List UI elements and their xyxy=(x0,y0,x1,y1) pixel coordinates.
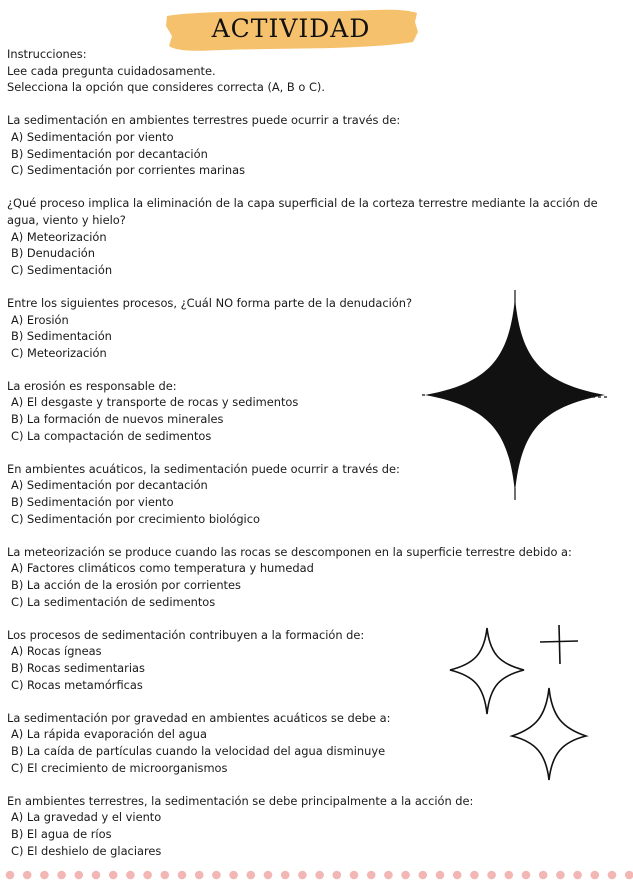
border-dot xyxy=(298,871,307,880)
question-text: Entre los siguientes procesos, ¿Cuál NO forma parte de la denudación? xyxy=(7,295,412,310)
option-c[interactable]: C) Sedimentación por corrientes marinas xyxy=(11,163,246,178)
border-dot xyxy=(247,871,256,880)
border-dot xyxy=(436,871,445,880)
border-dot xyxy=(92,871,101,880)
instructions-block xyxy=(7,46,607,96)
option-c[interactable]: C) El crecimiento de microorganismos xyxy=(11,760,228,775)
border-dot xyxy=(419,871,428,880)
border-dot xyxy=(23,871,32,880)
border-dot xyxy=(75,871,84,880)
option-b[interactable]: B) Sedimentación por decantación xyxy=(11,146,208,161)
question-text: La sedimentación por gravedad en ambientes acuáticos se debe a: xyxy=(7,710,391,725)
option-b[interactable]: B) La formación de nuevos minerales xyxy=(11,412,224,427)
option-c[interactable]: C) Meteorización xyxy=(11,345,107,360)
border-dot xyxy=(573,871,582,880)
border-dot xyxy=(367,871,376,880)
instruction-line: Lee cada pregunta cuidadosamente. xyxy=(7,63,216,78)
question-text: ¿Qué proceso implica la eliminación de la capa superficial de la corteza terrestre mediante la acción de agua, viento y hielo? xyxy=(7,196,598,227)
question-text: La meteorización se produce cuando las rocas se descomponen en la superficie terrestre debido a: xyxy=(7,544,572,559)
border-dot xyxy=(556,871,565,880)
border-dot xyxy=(143,871,152,880)
question-2 xyxy=(7,195,607,278)
border-dot xyxy=(453,871,462,880)
sparkle-outline xyxy=(512,688,586,780)
option-b[interactable]: B) La caída de partículas cuando la velocidad del agua disminuye xyxy=(11,743,386,758)
question-9 xyxy=(7,793,607,859)
border-dot xyxy=(161,871,170,880)
border-dot xyxy=(350,871,359,880)
border-dot xyxy=(40,871,49,880)
option-a[interactable]: A) La gravedad y el viento xyxy=(11,810,162,825)
option-a[interactable]: A) Meteorización xyxy=(11,229,107,244)
large-sparkle-icon xyxy=(420,288,610,503)
option-c[interactable]: C) La sedimentación de sedimentos xyxy=(11,594,216,609)
option-a[interactable]: A) Rocas ígneas xyxy=(11,644,102,659)
question-text: En ambientes acuáticos, la sedimentación puede ocurrir a través de: xyxy=(7,461,400,476)
option-a[interactable]: A) Sedimentación por viento xyxy=(11,129,174,144)
border-dot xyxy=(315,871,324,880)
question-1 xyxy=(7,112,607,178)
border-dot xyxy=(591,871,600,880)
border-dot xyxy=(109,871,118,880)
option-b[interactable]: B) Rocas sedimentarias xyxy=(11,660,145,675)
option-a[interactable]: A) La rápida evaporación del agua xyxy=(11,727,207,742)
border-dot xyxy=(178,871,187,880)
option-b[interactable]: B) Sedimentación por viento xyxy=(11,495,174,510)
option-c[interactable]: C) Sedimentación xyxy=(11,262,113,277)
border-dot xyxy=(264,871,273,880)
question-text: En ambientes terrestres, la sedimentación se debe principalmente a la acción de: xyxy=(7,793,474,808)
border-dot xyxy=(195,871,204,880)
border-dot xyxy=(401,871,410,880)
border-dot xyxy=(470,871,479,880)
option-c[interactable]: C) El deshielo de glaciares xyxy=(11,843,162,858)
border-dot xyxy=(505,871,514,880)
option-c[interactable]: C) Rocas metamórficas xyxy=(11,677,143,692)
option-a[interactable]: A) Erosión xyxy=(11,312,69,327)
instruction-line: Selecciona la opción que consideres correcta (A, B o C). xyxy=(7,80,325,95)
border-dot xyxy=(229,871,238,880)
border-dot xyxy=(57,871,66,880)
plus-vertical xyxy=(559,625,560,664)
border-dot xyxy=(281,871,290,880)
option-b[interactable]: B) La acción de la erosión por corrientes xyxy=(11,578,241,592)
border-dot xyxy=(522,871,531,880)
question-text: Los procesos de sedimentación contribuyen a la formación de: xyxy=(7,627,365,642)
option-c[interactable]: C) La compactación de sedimentos xyxy=(11,428,212,443)
border-dot xyxy=(333,871,342,880)
plus-horizontal xyxy=(540,641,578,642)
question-6 xyxy=(7,544,607,610)
option-a[interactable]: A) Factores climáticos como temperatura y humedad xyxy=(11,561,314,576)
instructions-heading: Instrucciones: xyxy=(7,47,87,61)
option-a[interactable]: A) El desgaste y transporte de rocas y sedimentos xyxy=(11,395,299,410)
option-a[interactable]: A) Sedimentación por decantación xyxy=(11,478,208,493)
outline-sparkle-icon xyxy=(508,684,590,784)
dotted-border xyxy=(0,869,633,881)
border-dot xyxy=(6,871,15,880)
plus-sparkle-icon xyxy=(536,622,582,668)
border-dot xyxy=(539,871,548,880)
sparkle-shape xyxy=(425,298,605,493)
border-dot xyxy=(608,871,617,880)
border-dot xyxy=(126,871,135,880)
option-b[interactable]: B) El agua de ríos xyxy=(11,826,112,841)
question-text: La erosión es responsable de: xyxy=(7,378,177,393)
border-dot xyxy=(212,871,221,880)
border-dot xyxy=(384,871,393,880)
option-c[interactable]: C) Sedimentación por crecimiento biológico xyxy=(11,511,260,526)
border-dot xyxy=(487,871,496,880)
option-b[interactable]: B) Sedimentación xyxy=(11,329,112,344)
page-title: ACTIVIDAD xyxy=(211,14,371,43)
border-dot xyxy=(625,871,633,880)
question-text: La sedimentación en ambientes terrestres puede ocurrir a través de: xyxy=(7,113,401,128)
option-b[interactable]: B) Denudación xyxy=(11,246,95,261)
